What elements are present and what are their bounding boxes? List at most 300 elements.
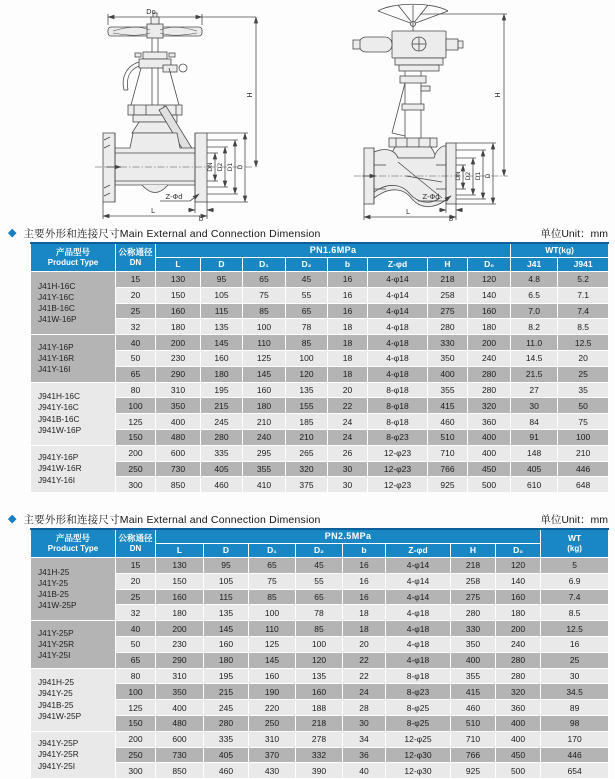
dimension-cell: 150 xyxy=(156,287,201,303)
dimension-cell: 280 xyxy=(468,382,511,398)
dimension-header: D₁ xyxy=(243,258,286,272)
dimension-cell: 275 xyxy=(428,303,468,319)
dimension-cell: 510 xyxy=(451,715,496,731)
dimension-cell: 160 xyxy=(156,303,201,319)
dimension-cell: 140 xyxy=(496,573,541,589)
dimension-cell: 85 xyxy=(249,589,296,605)
dimension-cell: 8-φ23 xyxy=(386,684,451,700)
dimension-cell: 850 xyxy=(156,477,201,493)
table-row xyxy=(31,763,609,779)
dimension-cell: 480 xyxy=(156,715,204,731)
dimension-cell: 330 xyxy=(428,335,468,351)
dimension-cell: 280 xyxy=(204,715,249,731)
dimension-cell: 195 xyxy=(201,382,243,398)
dimension-cell: 18 xyxy=(328,319,368,335)
dimension-cell: 400 xyxy=(428,366,468,382)
dimension-cell: 258 xyxy=(428,287,468,303)
weight-cell: 170 xyxy=(541,731,609,747)
dimension-cell: 320 xyxy=(286,461,328,477)
weight-cell: 30 xyxy=(541,668,609,684)
weight-cell: 12.5 xyxy=(541,621,609,637)
dimension-cell: 200 xyxy=(468,335,511,351)
dimension-cell: 400 xyxy=(496,715,541,731)
dimension-cell: 160 xyxy=(468,303,511,319)
dn-cell: 250 xyxy=(116,747,156,763)
dimension-table xyxy=(30,242,609,493)
weight-cell: 5.2 xyxy=(558,272,609,288)
table-row xyxy=(31,335,609,351)
weight-cell: 7.1 xyxy=(558,287,609,303)
dimension-cell: 130 xyxy=(156,558,204,574)
dimension-cell: 275 xyxy=(451,589,496,605)
pressure-class-header: PN1.6MPa xyxy=(156,243,511,258)
dimension-cell: 4-φ18 xyxy=(386,605,451,621)
dimension-cell: 24 xyxy=(343,684,386,700)
dimension-cell: 65 xyxy=(296,589,343,605)
table-row xyxy=(31,461,609,477)
dimension-cell: 4-φ18 xyxy=(368,350,428,366)
dimension-cell: 100 xyxy=(296,636,343,652)
weight-cell: 91 xyxy=(511,429,558,445)
section-title xyxy=(23,512,540,527)
dimension-cell: 390 xyxy=(296,763,343,779)
dimension-cell: 710 xyxy=(451,731,496,747)
weight-cell: 610 xyxy=(511,477,558,493)
dimension-cell: 415 xyxy=(428,398,468,414)
dimension-cell: 925 xyxy=(451,763,496,779)
dimension-cell: 430 xyxy=(249,763,296,779)
weight-cell: 648 xyxy=(558,477,609,493)
product-type-header: 产品型号 Product Type xyxy=(31,243,116,272)
product-type-group: J941H-16C J941Y-16C J941B-16C J941W-16P xyxy=(31,382,116,445)
dimension-cell: 240 xyxy=(496,636,541,652)
table-row xyxy=(31,272,609,288)
dimension-cell: 160 xyxy=(243,382,286,398)
dimension-cell: 310 xyxy=(249,731,296,747)
dimension-cell: 8-φ18 xyxy=(386,668,451,684)
section-pn25 xyxy=(8,512,608,779)
weight-cell: 8.2 xyxy=(511,319,558,335)
dimension-cell: 22 xyxy=(343,668,386,684)
dimension-cell: 710 xyxy=(428,445,468,461)
weight-cell: 446 xyxy=(541,747,609,763)
dimension-cell: 145 xyxy=(201,335,243,351)
dimension-header: D₂ xyxy=(286,258,328,272)
table-row xyxy=(31,589,609,605)
dimension-cell: 730 xyxy=(156,461,201,477)
dn-cell: 25 xyxy=(116,303,156,319)
dn-header: 公称通径 DN xyxy=(116,529,156,558)
dimension-cell: 180 xyxy=(468,319,511,335)
dimension-cell: 105 xyxy=(204,573,249,589)
dimension-cell: 4-φ18 xyxy=(386,652,451,668)
bypass-pipe xyxy=(123,62,139,90)
dimension-header: D₀ xyxy=(496,544,541,558)
dimension-cell: 30 xyxy=(328,461,368,477)
dimension-cell: 766 xyxy=(451,747,496,763)
table-row xyxy=(31,382,609,398)
dimension-cell: 95 xyxy=(204,558,249,574)
dimension-cell: 200 xyxy=(156,621,204,637)
electric-globe-valve-drawing xyxy=(308,0,615,224)
dimension-cell: 355 xyxy=(451,668,496,684)
dn-cell: 250 xyxy=(116,461,156,477)
dimension-cell: 130 xyxy=(156,272,201,288)
dn-cell: 125 xyxy=(116,700,156,716)
dimension-cell: 240 xyxy=(243,429,286,445)
weight-cell: 16 xyxy=(541,636,609,652)
dimension-cell: 280 xyxy=(201,429,243,445)
dim-label-b: b xyxy=(448,215,454,223)
weight-cell: 30 xyxy=(511,398,558,414)
dn-cell: 200 xyxy=(116,731,156,747)
dn-cell: 100 xyxy=(116,684,156,700)
dimension-cell: 8-φ23 xyxy=(368,429,428,445)
dimension-cell: 600 xyxy=(156,445,201,461)
dn-cell: 150 xyxy=(116,715,156,731)
dn-cell: 200 xyxy=(116,445,156,461)
dim-label-l: L xyxy=(151,207,155,215)
dimension-cell: 85 xyxy=(243,303,286,319)
dimension-cell: 12-φ23 xyxy=(368,477,428,493)
dimension-cell: 215 xyxy=(201,398,243,414)
table-row xyxy=(31,621,609,637)
dn-cell: 15 xyxy=(116,558,156,574)
table-row xyxy=(31,558,609,574)
electric-actuator xyxy=(353,31,463,58)
dimension-cell: 12-φ23 xyxy=(368,461,428,477)
section-pn16 xyxy=(8,226,608,493)
dimension-cell: 730 xyxy=(156,747,204,763)
weight-cell: 35 xyxy=(558,382,609,398)
dimension-cell: 65 xyxy=(286,303,328,319)
dimension-cell: 16 xyxy=(343,573,386,589)
section-title-en: Main External and Connection Dimension xyxy=(119,513,321,526)
dimension-header: L xyxy=(156,258,201,272)
weight-subheader: J941 xyxy=(558,258,609,272)
weight-subheader: J41 xyxy=(511,258,558,272)
dimension-cell: 360 xyxy=(468,414,511,430)
dn-cell: 50 xyxy=(116,636,156,652)
dimension-cell: 350 xyxy=(156,398,201,414)
dimension-header: Z-φd xyxy=(368,258,428,272)
dimension-cell: 350 xyxy=(156,684,204,700)
dimension-cell: 12-φ30 xyxy=(386,763,451,779)
weight-cell: 4.8 xyxy=(511,272,558,288)
dimension-cell: 30 xyxy=(343,715,386,731)
weight-cell: 20 xyxy=(558,350,609,366)
dimension-cell: 155 xyxy=(286,398,328,414)
table-row xyxy=(31,652,609,668)
dimension-cell: 20 xyxy=(343,636,386,652)
dn-cell: 80 xyxy=(116,668,156,684)
dimension-cell: 4-φ14 xyxy=(368,303,428,319)
dimension-cell: 295 xyxy=(243,445,286,461)
dimension-header: D xyxy=(204,544,249,558)
weight-cell: 27 xyxy=(511,382,558,398)
dimension-cell: 12-φ23 xyxy=(368,445,428,461)
dimension-cell: 180 xyxy=(156,605,204,621)
section-title-row xyxy=(8,226,608,240)
pressure-class-header: PN2.5MPa xyxy=(156,529,541,544)
dimension-cell: 120 xyxy=(468,272,511,288)
weight-cell: 405 xyxy=(511,461,558,477)
weight-cell: 100 xyxy=(558,429,609,445)
dimension-cell: 135 xyxy=(286,382,328,398)
dimension-cell: 400 xyxy=(468,429,511,445)
dimension-cell: 280 xyxy=(496,652,541,668)
dimension-cell: 245 xyxy=(204,700,249,716)
dimension-cell: 4-φ14 xyxy=(368,272,428,288)
weight-cell: 89 xyxy=(541,700,609,716)
dimension-cell: 160 xyxy=(249,668,296,684)
table-row xyxy=(31,573,609,589)
pn25-table-mount xyxy=(30,528,608,779)
dimension-cell: 185 xyxy=(286,414,328,430)
table-row xyxy=(31,319,609,335)
weight-cell: 8.5 xyxy=(541,605,609,621)
dimension-cell: 26 xyxy=(328,445,368,461)
weight-cell: 7.4 xyxy=(541,589,609,605)
dimension-cell: 410 xyxy=(243,477,286,493)
dimension-cell: 850 xyxy=(156,763,204,779)
table-row xyxy=(31,366,609,382)
unit-label: 单位Unit：mm xyxy=(540,513,608,526)
dimension-cell: 28 xyxy=(343,700,386,716)
dimension-cell: 210 xyxy=(286,429,328,445)
dimension-cell: 200 xyxy=(156,335,201,351)
product-type-group: J941Y-16P J941W-16R J941Y-16I xyxy=(31,445,116,492)
weight-cell: 7.0 xyxy=(511,303,558,319)
dimension-cell: 230 xyxy=(156,350,201,366)
dn-cell: 80 xyxy=(116,382,156,398)
dimension-cell: 8-φ25 xyxy=(386,700,451,716)
dimension-cell: 100 xyxy=(243,319,286,335)
dimension-cell: 218 xyxy=(428,272,468,288)
dimension-cell: 125 xyxy=(243,350,286,366)
dimension-cell: 22 xyxy=(328,398,368,414)
dimension-cell: 8-φ25 xyxy=(386,715,451,731)
dimension-cell: 145 xyxy=(243,366,286,382)
table-row xyxy=(31,287,609,303)
dimension-cell: 400 xyxy=(156,414,201,430)
dn-cell: 65 xyxy=(116,652,156,668)
dimension-cell: 4-φ18 xyxy=(368,319,428,335)
unit-label: 单位Unit：mm xyxy=(540,227,608,240)
dimension-cell: 460 xyxy=(201,477,243,493)
dimension-cell: 18 xyxy=(328,366,368,382)
dn-cell: 25 xyxy=(116,589,156,605)
dimension-cell: 40 xyxy=(343,763,386,779)
dimension-table xyxy=(30,528,609,779)
dim-label-dn: DN xyxy=(455,171,462,181)
weight-header: WT(kg) xyxy=(511,243,609,258)
dimension-cell: 85 xyxy=(296,621,343,637)
dimension-cell: 600 xyxy=(156,731,204,747)
dimension-cell: 4-φ18 xyxy=(368,366,428,382)
dimension-cell: 405 xyxy=(201,461,243,477)
product-type-group: J941Y-25P J941Y-25R J941Y-25I xyxy=(31,731,116,778)
dimension-cell: 145 xyxy=(204,621,249,637)
section-title-row xyxy=(8,512,608,526)
dimension-cell: 34 xyxy=(343,731,386,747)
dimension-cell: 150 xyxy=(156,573,204,589)
dimension-cell: 20 xyxy=(328,382,368,398)
dimension-cell: 180 xyxy=(156,319,201,335)
dimension-cell: 245 xyxy=(201,414,243,430)
dimension-cell: 120 xyxy=(296,652,343,668)
dimension-cell: 240 xyxy=(468,350,511,366)
dn-cell: 300 xyxy=(116,763,156,779)
dimension-cell: 280 xyxy=(451,605,496,621)
dimension-cell: 330 xyxy=(451,621,496,637)
dimension-cell: 460 xyxy=(204,763,249,779)
table-row xyxy=(31,350,609,366)
dn-cell: 300 xyxy=(116,477,156,493)
dimension-cell: 4-φ14 xyxy=(386,589,451,605)
dimension-cell: 258 xyxy=(451,573,496,589)
weight-cell: 25 xyxy=(558,366,609,382)
dimension-cell: 135 xyxy=(296,668,343,684)
dimension-cell: 110 xyxy=(249,621,296,637)
valve-drawings xyxy=(0,0,615,224)
dn-cell: 125 xyxy=(116,414,156,430)
dimension-cell: 480 xyxy=(156,429,201,445)
dimension-cell: 375 xyxy=(286,477,328,493)
dimension-cell: 24 xyxy=(328,414,368,430)
dimension-cell: 55 xyxy=(286,287,328,303)
dim-label-l: L xyxy=(406,208,410,216)
dimension-header: b xyxy=(328,258,368,272)
dimension-cell: 215 xyxy=(204,684,249,700)
weight-cell: 654 xyxy=(541,763,609,779)
dimension-cell: 335 xyxy=(204,731,249,747)
dimension-cell: 350 xyxy=(451,636,496,652)
table-row xyxy=(31,429,609,445)
product-type-group: J41Y-16P J41Y-16R J41Y-16I xyxy=(31,335,116,382)
dimension-cell: 500 xyxy=(468,477,511,493)
dimension-cell: 320 xyxy=(468,398,511,414)
dimension-cell: 120 xyxy=(286,366,328,382)
dimension-cell: 250 xyxy=(249,715,296,731)
dimension-cell: 355 xyxy=(428,382,468,398)
dimension-cell: 355 xyxy=(243,461,286,477)
weight-cell: 210 xyxy=(558,445,609,461)
weight-header: WT (kg) xyxy=(541,529,609,558)
dimension-cell: 45 xyxy=(286,272,328,288)
dimension-cell: 4-φ14 xyxy=(368,287,428,303)
dimension-cell: 125 xyxy=(249,636,296,652)
dimension-cell: 4-φ18 xyxy=(386,621,451,637)
weight-cell: 7.4 xyxy=(558,303,609,319)
dim-label-b: b xyxy=(198,215,204,223)
dimension-cell: 16 xyxy=(343,558,386,574)
product-type-header: 产品型号 Product Type xyxy=(31,529,116,558)
dimension-cell: 335 xyxy=(201,445,243,461)
dimension-cell: 360 xyxy=(496,700,541,716)
dimension-header: H xyxy=(451,544,496,558)
dimension-cell: 22 xyxy=(343,652,386,668)
weight-cell: 34.5 xyxy=(541,684,609,700)
dimension-cell: 265 xyxy=(286,445,328,461)
dimension-cell: 230 xyxy=(156,636,204,652)
dimension-cell: 405 xyxy=(204,747,249,763)
dimension-cell: 18 xyxy=(328,335,368,351)
table-row xyxy=(31,700,609,716)
dimension-cell: 100 xyxy=(286,350,328,366)
dimension-cell: 65 xyxy=(243,272,286,288)
dimension-header: D₀ xyxy=(468,258,511,272)
weight-cell: 8.5 xyxy=(558,319,609,335)
dimension-cell: 925 xyxy=(428,477,468,493)
dn-cell: 20 xyxy=(116,287,156,303)
dimension-header: L xyxy=(156,544,204,558)
dimension-cell: 460 xyxy=(451,700,496,716)
dimension-cell: 100 xyxy=(249,605,296,621)
dn-cell: 50 xyxy=(116,350,156,366)
dimension-cell: 45 xyxy=(296,558,343,574)
dimension-cell: 8-φ18 xyxy=(368,382,428,398)
dimension-cell: 218 xyxy=(296,715,343,731)
manual-globe-valve-drawing xyxy=(0,0,308,224)
dimension-cell: 188 xyxy=(296,700,343,716)
dimension-cell: 400 xyxy=(451,652,496,668)
weight-cell: 98 xyxy=(541,715,609,731)
section-title-cn: 主要外形和连接尺寸 xyxy=(23,227,120,240)
dimension-cell: 290 xyxy=(156,366,201,382)
dimension-cell: 218 xyxy=(451,558,496,574)
table-row xyxy=(31,684,609,700)
dimension-cell: 4-φ14 xyxy=(386,573,451,589)
dn-cell: 100 xyxy=(116,398,156,414)
dimension-cell: 160 xyxy=(296,684,343,700)
dimension-cell: 16 xyxy=(328,303,368,319)
dimension-cell: 510 xyxy=(428,429,468,445)
table-row xyxy=(31,668,609,684)
table-row xyxy=(31,398,609,414)
dim-label-z-phi-d: Z-Φd xyxy=(165,193,183,201)
dn-cell: 32 xyxy=(116,605,156,621)
dim-label-z-phi-d: Z-Φd xyxy=(422,193,440,201)
dim-label-do: Do xyxy=(146,8,156,16)
dimension-cell: 460 xyxy=(428,414,468,430)
dimension-cell: 110 xyxy=(243,335,286,351)
product-type-group: J41H-25 J41Y-25 J41B-25 J41W-25P xyxy=(31,558,116,621)
diamond-bullet-icon: ◆ xyxy=(8,512,17,525)
dimension-cell: 280 xyxy=(468,366,511,382)
section-title-en: Main External and Connection Dimension xyxy=(119,227,321,240)
dimension-cell: 36 xyxy=(343,747,386,763)
section-title-cn: 主要外形和连接尺寸 xyxy=(23,513,120,526)
table-row xyxy=(31,731,609,747)
dimension-header: H xyxy=(428,258,468,272)
dimension-cell: 210 xyxy=(243,414,286,430)
dimension-cell: 12-φ30 xyxy=(386,747,451,763)
dimension-header: Z-φd xyxy=(386,544,451,558)
dn-cell: 40 xyxy=(116,621,156,637)
dimension-cell: 145 xyxy=(249,652,296,668)
dimension-cell: 135 xyxy=(204,605,249,621)
weight-cell: 25 xyxy=(541,652,609,668)
dimension-cell: 85 xyxy=(286,335,328,351)
dimension-cell: 400 xyxy=(496,731,541,747)
weight-cell: 50 xyxy=(558,398,609,414)
diamond-bullet-icon: ◆ xyxy=(8,226,17,239)
dimension-cell: 310 xyxy=(156,668,204,684)
dimension-cell: 75 xyxy=(249,573,296,589)
dim-label-d2: D2 xyxy=(465,171,472,181)
dimension-cell: 290 xyxy=(156,652,204,668)
